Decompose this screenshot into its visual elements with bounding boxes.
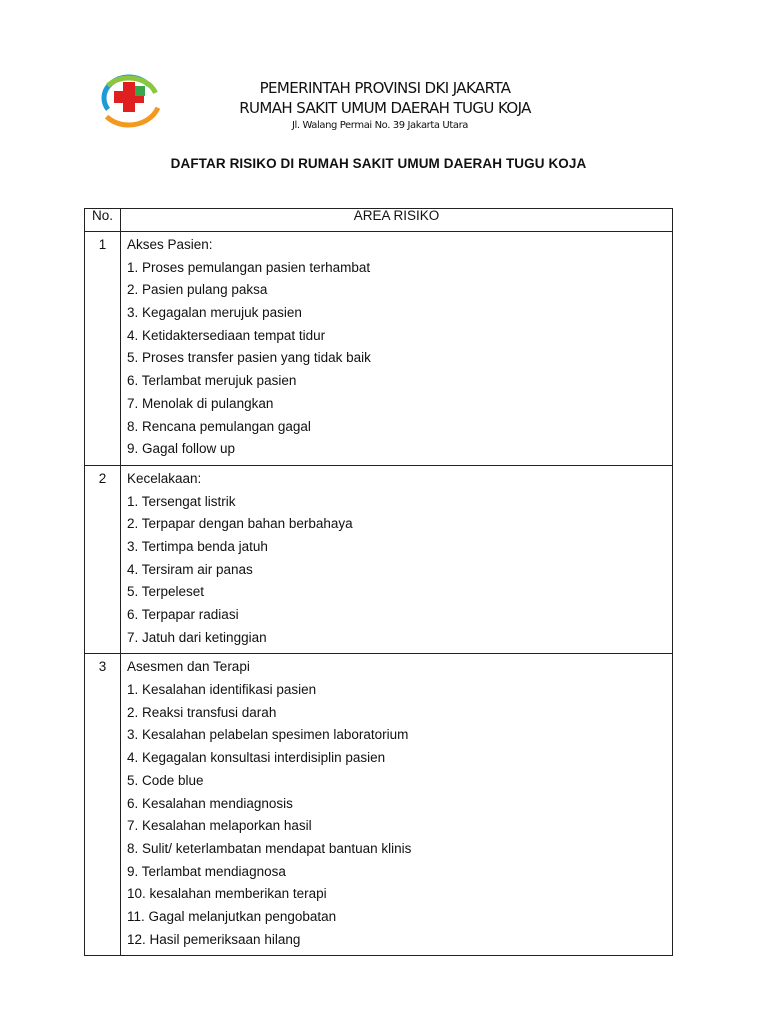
risk-item: 3. Kesalahan pelabelan spesimen laboratorium [127,727,409,743]
risk-item: 2. Terpapar dengan bahan berbahaya [127,516,353,532]
risk-category: Asesmen dan Terapi [127,659,250,675]
letterhead-hospital-name: RUMAH SAKIT UMUM DAERAH TUGU KOJA [239,99,531,117]
risk-item: 5. Code blue [127,772,204,788]
letterhead-government: PEMERINTAH PROVINSI DKI JAKARTA [259,79,511,97]
risk-item: 4. Kegagalan konsultasi interdisiplin pasien [127,750,386,766]
table-row [85,654,673,956]
risk-category: Akses Pasien: [127,237,213,252]
column-header-area: AREA RISIKO [121,209,673,232]
risk-item: 1. Proses pemulangan pasien terhambat [127,259,371,275]
row-number: 1 [85,232,121,466]
letterhead [200,78,570,134]
risk-item: 7. Kesalahan melaporkan hasil [127,818,312,834]
risk-item: 2. Reaksi transfusi darah [127,704,277,720]
risk-item: 12. Hasil pemeriksaan hilang [127,931,301,947]
risk-item: 4. Ketidaktersediaan tempat tidur [127,327,326,343]
column-header-no: No. [85,209,121,232]
table-row [85,232,673,466]
letterhead-address: Jl. Walang Permai No. 39 Jakarta Utara [291,120,469,131]
risk-item: 3. Kegagalan merujuk pasien [127,305,302,321]
risk-item: 3. Tertimpa benda jatuh [127,538,268,554]
risk-area-cell [121,654,673,956]
risk-item: 6. Terlambat merujuk pasien [127,373,297,389]
risk-item: 7. Jatuh dari ketinggian [127,629,267,645]
risk-item: 9. Terlambat mendiagnosa [127,863,286,879]
risk-item: 5. Terpeleset [127,584,205,600]
risk-item: 8. Rencana pemulangan gagal [127,418,311,434]
row-number: 2 [85,465,121,654]
risk-item: 6. Kesalahan mendiagnosis [127,795,293,811]
risk-table [84,208,673,956]
table-header-row [85,209,673,232]
risk-item: 2. Pasien pulang paksa [127,282,268,298]
risk-area-cell [121,232,673,466]
risk-category: Kecelakaan: [127,470,202,486]
risk-area-cell [121,465,673,654]
risk-item: 7. Menolak di pulangkan [127,395,274,411]
risk-item: 1. Kesalahan identifikasi pasien [127,682,317,698]
document-title: DAFTAR RISIKO DI RUMAH SAKIT UMUM DAERAH TUGU KOJA [170,156,587,171]
risk-item: 9. Gagal follow up [127,441,236,457]
risk-item: 11. Gagal melanjutkan pengobatan [127,908,337,924]
risk-item: 1. Tersengat listrik [127,493,236,509]
hospital-logo [96,68,162,128]
table-row [85,465,673,654]
logo-cross-accent [135,86,145,96]
risk-item: 5. Proses transfer pasien yang tidak baik [127,350,371,366]
risk-item: 8. Sulit/ keterlambatan mendapat bantuan klinis [127,840,412,856]
row-number: 3 [85,654,121,956]
risk-item: 6. Terpapar radiasi [127,607,239,622]
risk-item: 4. Tersiram air panas [127,561,253,577]
risk-item: 10. kesalahan memberikan terapi [127,886,327,902]
